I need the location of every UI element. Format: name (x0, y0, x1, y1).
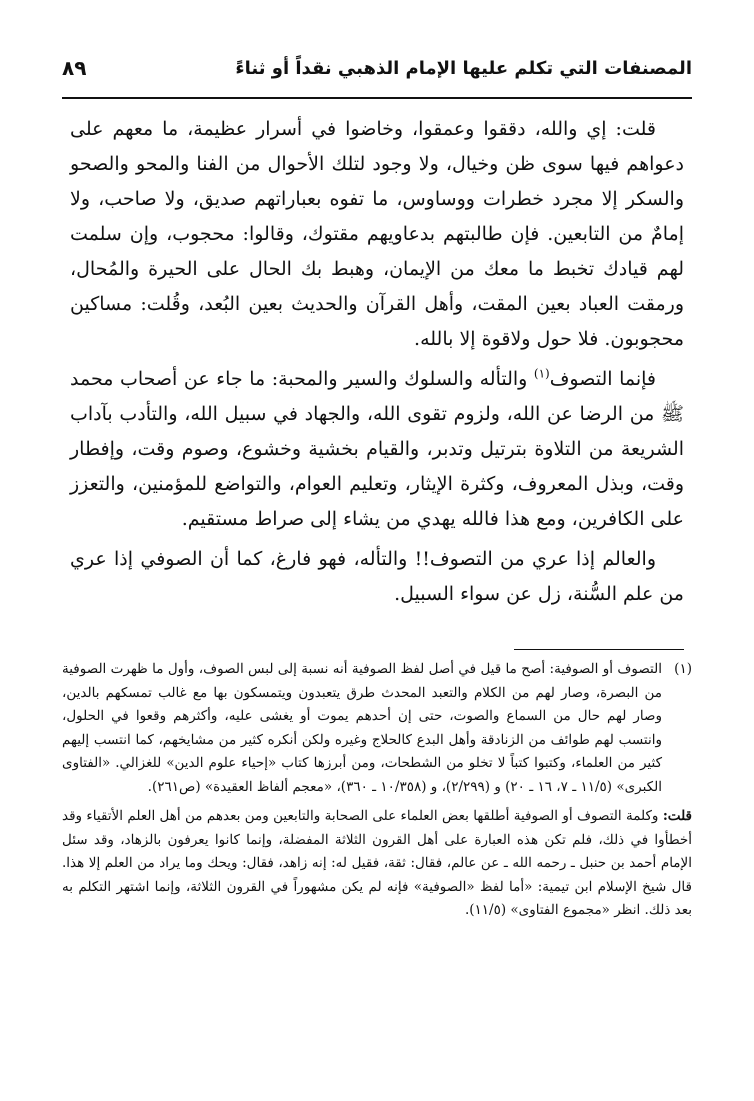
commentary-text: وكلمة التصوف أو الصوفية أطلقها بعض العلماء على الصحابة والتابعين ومن بعدهم من أهل العلم الأتقياء وقد أخطأوا في ذلك، فلم تكن هذه العبارة على أهل القرون الثلاثة المفضلة، وإنما كانوا يعرفون بالزهاد، وقد سئل الإمام أحمد بن حنبل ـ رحمه الله ـ عن عالم، فقال: ثقة، فقيل له: إنه زاهد، فقال: ويحك وما يراد من العلم إلا هذا. قال شيخ الإسلام ابن تيمية: «أما لفظ «الصوفية» فإنه لم يكن مشهوراً في القرون الثلاثة، وإنما اشتهر التكلم به بعد ذلك. انظر «مجموع الفتاوى» (١١/٥). (62, 808, 692, 918)
paragraph-2-start: فإنما التصوف (549, 368, 657, 390)
paragraph-1: قلت: إي والله، دققوا وعمقوا، وخاضوا في أسرار عظيمة، ما معهم على دعواهم فيها سوى ظن وخيال، ولا وجود لتلك الأحوال من الفنا والمحو والصحو والسكر إلا مجرد خطرات ووساوس، ما تفوه بعباراتهم صديق، ولا صاحب، ولا إمامٌ من التابعين. فإن طالبتهم بدعاويهم مقتوك، وقالوا: محجوب، وإن سلمت لهم قيادك تخبط ما معك من الإيمان، وهبط بك الحال على الحيرة والمُحال، ورمقت العباد بعين المقت، وأهل القرآن والحديث بعين البُعد، وقُلت: مساكين محجوبون. فلا حول ولاقوة إلا بالله. (70, 118, 684, 350)
paragraph-2-rest: والتأله والسلوك والسير والمحبة: ما جاء عن أصحاب محمد ﷺ من الرضا عن الله، ولزوم تقوى الله، والجهاد في سبيل الله، والتأدب بآداب الشريعة من التلاوة بترتيل وتدبر، والقيام بخشية وخشوع، وصوم وقت، وإفطار وقت، وبذل المعروف، وكثرة الإيثار، وتعليم العوام، والتواضع للمؤمنين، والتعزز على الكافرين، ومع هذا فالله يهدي من يشاء إلى صراط مستقيم. (70, 368, 684, 530)
commentary-label: قلت: (662, 808, 692, 824)
paragraph-2 (70, 362, 684, 537)
footnote-1-body (62, 658, 662, 799)
footnote-1-text: التصوف أو الصوفية: أصح ما قيل في أصل لفظ الصوفية أنه نسبة إلى لبس الصوف، وأول ما ظهرت الصوفية من البصرة، وصار لهم من الكلام والتعبد المحدث طرق يتعبدون ويتمسكون بها مع غالب تمسكهم بالدين، وصار لهم حال من السماع والصوت، حتى إن أحدهم يموت أو يغشى عليه، وأكثرهم وقعوا في الحلول، وانتسب لهم طوائف من الزنادقة وأهل البدع كالحلاج وغيره ولكن أنكره كثير من مشايخهم، كما انتسب إليهم كثير من العلماء، وكتبوا كتباً لا تخلو من الشطحات، ومن أبرزها كتاب «إحياء علوم الدين» للغزالي. «الفتاوى الكبرى» (١١/٥ ـ ٧، ١٦ ـ ٢٠) و (٢/٢٩٩)، و (١٠/٣٥٨ ـ ٣٦٠)، «معجم ألفاظ العقيدة» (ص٢٦١). (62, 661, 662, 795)
footnote-number: (١) (674, 661, 692, 677)
header-rule (62, 97, 692, 99)
footnote-reference: (١) (533, 366, 550, 381)
footnote-1 (62, 658, 692, 799)
paragraph-3: والعالم إذا عري من التصوف!! والتأله، فهو فارغ، كما أن الصوفي إذا عري من علم السُّنة، زل عن سواء السبيل. (70, 548, 684, 605)
page-number: ٨٩ (62, 56, 87, 80)
footnote-separator (514, 649, 684, 650)
header-title: المصنفات التي تكلم عليها الإمام الذهبي نقداً أو ثناءً (235, 58, 692, 79)
footnotes-section (62, 658, 692, 923)
running-header (62, 52, 692, 92)
footnote-commentary (62, 805, 692, 923)
main-text (70, 112, 684, 617)
